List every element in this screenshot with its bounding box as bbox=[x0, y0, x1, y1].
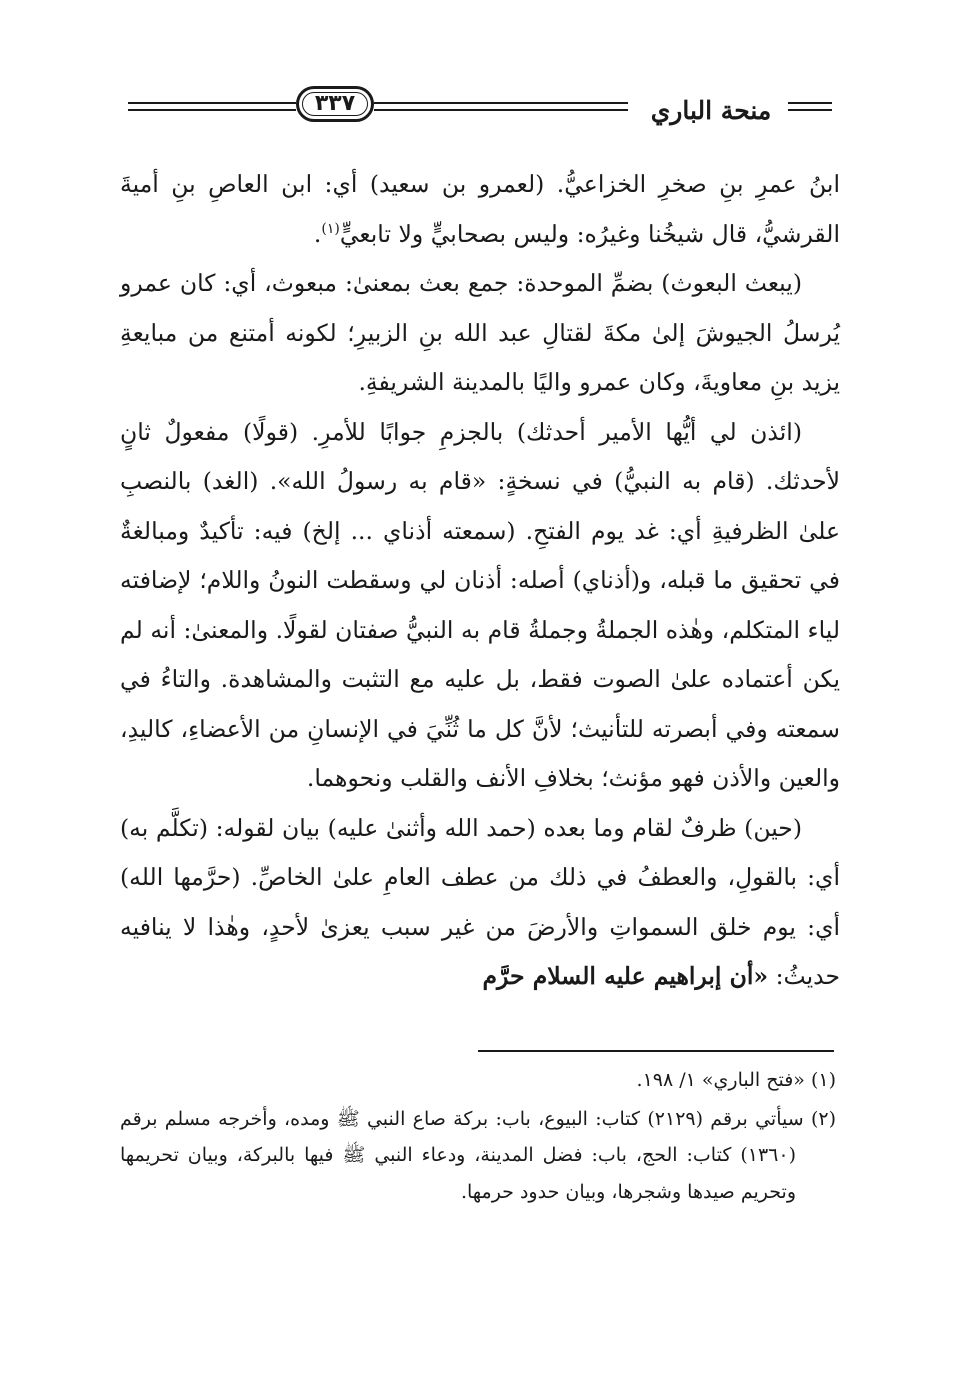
footnote-1: (١) «فتح الباري» ١/ ١٩٨. bbox=[636, 1069, 836, 1091]
header-rule bbox=[128, 102, 296, 104]
footnote-2: (٢) سيأتي برقم (٢١٢٩) كتاب: البيوع، باب: بركة صاع النبي ﷺ ومده، وأخرجه مسلم برقم (١٣٦٠) كتاب: الحج، باب: فضل المدينة، ودعاء النبي ﷺ فيها بالبركة، وبيان تحريمها وتحريم صيدها وشجرها، وبيان حدود حرمها. bbox=[120, 1107, 836, 1203]
header-rule bbox=[788, 109, 832, 111]
header-rule bbox=[374, 102, 628, 104]
header-rule bbox=[374, 109, 628, 111]
footnote-separator bbox=[478, 1050, 834, 1052]
paragraph: (يبعث البعوث) بضمِّ الموحدة: جمع بعث بمعنىٰ: مبعوث، أي: كان عمرو يُرسلُ الجيوشَ إلىٰ مكةَ لقتالِ عبد الله بنِ الزبيرِ؛ لكونه أمتنع من مبايعةِ يزيد بنِ معاويةَ، وكان عمرو واليًا بالمدينة الشريفةِ. bbox=[120, 269, 840, 396]
paragraph bbox=[120, 160, 840, 259]
header-rule bbox=[788, 102, 832, 104]
paragraph-text: (حين) ظرفٌ لقام وما بعده (حمد الله وأثنىٰ عليه) بيان لقوله: (تكلَّم به) أي: بالقولِ، والعطفُ في ذلك من عطف العامِ علىٰ الخاصِّ. (حرَّمها الله) أي: يوم خلق السمواتِ والأرضَ من غير سبب يعزىٰ لأحدٍ، وهٰذا لا ينافيه حديثُ: bbox=[120, 813, 840, 990]
page-header bbox=[120, 84, 840, 136]
header-rule bbox=[128, 109, 296, 111]
paragraph bbox=[120, 804, 840, 1002]
page-number: ٣٣٧ bbox=[314, 91, 356, 116]
paragraph: (ائذن لي أيُّها الأمير أحدثك) بالجزمِ جوابًا للأمرِ. (قولًا) مفعولٌ ثانٍ لأحدثك. (قام به النبيُّ) في نسخةٍ: «قام به رسولُ الله». (الغد) بالنصبِ علىٰ الظرفيةِ أي: غد يوم الفتحِ. (سمعته أذناي ... إلخ) فيه: تأكيدٌ ومبالغةٌ في تحقيق ما قبله، و(أذناي) أصله: أذنان لي وسقطت النونُ واللام؛ لإضافته لياء المتكلم، وهٰذه الجملةُ وجملةُ قام به النبيُّ صفتان لقولًا. والمعنىٰ: أنه لم يكن أعتماده علىٰ الصوت فقط، بل عليه مع التثبت والمشاهدة. والتاءُ في سمعته وفي أبصرته للتأنيث؛ لأنَّ كل ما ثُنِّيَ في الإنسانِ من الأعضاءِ، كاليدِ، والعين والأذن فهو مؤنث؛ بخلافِ الأنف والقلب ونحوهما. bbox=[120, 417, 840, 792]
paragraph-end: . bbox=[313, 219, 322, 248]
paragraph-text: ابنُ عمرِ بنِ صخرِ الخزاعيُّ. (لعمرو بن سعيد) أي: ابن العاصِ بنِ أميةَ القرشيُّ، قال شيخُنا وغيرُه: وليس بصحابيٍّ ولا تابعيٍّ bbox=[120, 170, 840, 248]
running-title: منحة الباري bbox=[650, 95, 772, 125]
page-number-ornament bbox=[296, 86, 374, 122]
main-text bbox=[120, 160, 840, 1002]
footnote-reference: (١) bbox=[321, 220, 340, 237]
hadith-quote: «أن إبراهيم عليه السلام حرَّم bbox=[482, 962, 769, 990]
footnotes bbox=[120, 1062, 836, 1210]
